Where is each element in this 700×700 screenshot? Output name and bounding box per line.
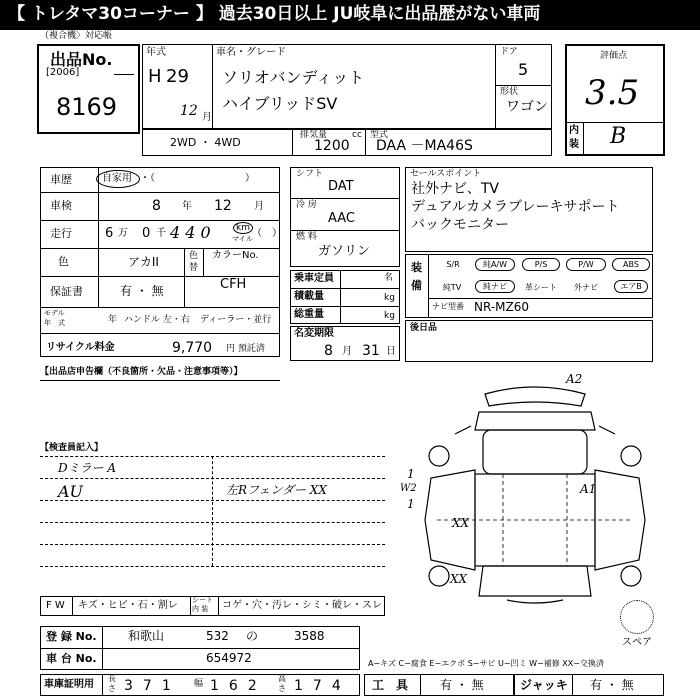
fuel-label: 燃 料 (296, 232, 317, 242)
history-label: 車歴 (50, 173, 72, 186)
inspector-note-1: Dミラー A (58, 461, 117, 475)
registration-region: 和歌山 (128, 629, 165, 643)
fw-label: F W (46, 600, 65, 611)
length-label-2: さ (108, 684, 116, 693)
jack-value: 有 ・ 無 (590, 678, 634, 692)
model-type-label: 型式 (370, 130, 389, 140)
inspection-month-unit: 月 (254, 201, 264, 212)
diagram-mark-side-3: 1 (407, 497, 415, 511)
inspection-label: 車検 (50, 199, 72, 212)
displacement-label: 排気量 (300, 130, 328, 140)
seller-note-label: 【出品店申告欄（不良箇所・欠品・注意事項等）】 (40, 367, 243, 377)
lot-number: 8169 (56, 93, 118, 121)
registration-number: 3588 (294, 629, 325, 643)
deadline-month-unit: 月 (342, 346, 352, 357)
deadline-day: 31 (362, 343, 380, 359)
height-value: 174 (294, 678, 351, 694)
model-year-label-2: 年 式 (44, 319, 65, 327)
year-value: 29 (166, 66, 189, 87)
equip-aftermarket-navi: 外ナビ (574, 283, 598, 292)
gross-label: 総重量 (294, 309, 324, 320)
aircon-value: AAC (328, 211, 355, 226)
spare-label: スペア (622, 637, 652, 648)
diagram-mark-side-1: 1 (407, 467, 415, 481)
equipment-label-1: 装 (411, 261, 422, 274)
mileage-paren: （ ） (252, 228, 282, 239)
diagram-mark-right: A1 (580, 482, 597, 496)
body-shape-value: ワゴン (506, 99, 548, 115)
car-damage-diagram (395, 370, 675, 610)
mileage-man: 6 (105, 226, 114, 241)
model-year-label-1: モデル (44, 309, 65, 317)
sales-point-3: バックモニター (411, 217, 509, 233)
height-label-2: さ (278, 684, 286, 693)
fw-items: キズ・ヒビ・石・割レ (78, 600, 178, 611)
spare-tire-circle (620, 600, 654, 634)
sales-point-1: 社外ナビ、TV (411, 181, 499, 197)
navi-model-value: NR-MZ60 (474, 300, 530, 314)
sales-points-label: セールスポイント (410, 169, 482, 179)
model-label: 車名・グレード (216, 47, 286, 58)
remarks-label: 後日品 (410, 323, 438, 333)
gross-unit: kg (384, 311, 395, 321)
mileage-mile-unit: マイル (232, 235, 253, 243)
equip-power-window: P/W (566, 258, 606, 271)
height-label-1: 高 (278, 674, 286, 683)
length-value: 371 (124, 678, 181, 694)
displacement-value: 1200 (314, 138, 350, 154)
registration-label: 登 録 No. (46, 630, 97, 643)
warranty-label: 保証書 (50, 285, 83, 298)
history-rest: ・（ ） (140, 173, 255, 184)
color-no-label: カラーNo. (212, 250, 259, 261)
fuel-value: ガソリン (318, 244, 371, 259)
tools-value: 有 ・ 無 (440, 678, 484, 692)
history-circled: 自家用 (102, 173, 132, 184)
jack-label: ジャッキ (520, 678, 568, 692)
repaint-label-1: 色 (189, 251, 199, 261)
recycle-value: 9,770 (172, 340, 213, 356)
registration-kana: の (246, 629, 259, 643)
certificate-label: 車庫証明用 (44, 679, 94, 690)
detail-table (40, 167, 280, 357)
inspector-note-3: 左Rフェンダー XX (226, 483, 327, 497)
lot-label: 出品No. (50, 50, 113, 69)
displacement-unit: cc (352, 130, 362, 140)
warranty-value: 有 ・ 無 (120, 284, 164, 298)
mileage-sen: 0 (142, 226, 151, 241)
shift-label: シフト (296, 169, 324, 179)
inspector-note-2: AU (58, 482, 84, 501)
equip-alloy-wheel: 純A/W (475, 258, 515, 271)
top-note: （複合機〉対応帳 (40, 31, 113, 41)
load-label: 積載量 (294, 291, 324, 302)
drive-options: 2WD ・ 4WD (170, 136, 241, 149)
interior-label-top: シート (192, 596, 213, 604)
remarks-box (405, 320, 653, 362)
deadline-month: 8 (324, 343, 333, 359)
equip-navi: 純ナビ (475, 280, 515, 293)
diagram-mark-left-2: XX (450, 572, 468, 586)
equip-power-steering: P/S (522, 258, 560, 271)
grade-value: 3.5 (585, 73, 640, 113)
tools-label: 工 具 (372, 678, 409, 692)
color-label: 色 (58, 255, 69, 268)
model-name-line1: ソリオバンディット (222, 68, 365, 87)
equip-leather-seat: 革シート (525, 283, 557, 292)
model-name-line2: ハイブリッドSV (222, 94, 338, 113)
sales-point-2: デュアルカメラブレーキサポート (411, 199, 620, 215)
mileage-sen-unit: 千 (156, 228, 166, 239)
equipment-label-2: 備 (411, 279, 422, 292)
color-value: アカII (128, 255, 159, 269)
chassis-label: 車 台 No. (46, 652, 97, 665)
lot-year-stamp: [2006] (46, 67, 80, 78)
header-banner-text: 【 トレタマ30コーナー 】 過去30日以上 JU岐阜に出品歴がない車両 (8, 4, 541, 24)
shift-value: DAT (328, 179, 354, 194)
mileage-label: 走行 (50, 227, 72, 240)
deadline-label: 名変期限 (294, 328, 334, 339)
body-shape-label: 形状 (500, 87, 519, 97)
chassis-value: 654972 (206, 651, 252, 665)
dealer-option: ディーラー・並行 (200, 315, 272, 325)
mileage-man-unit: 万 (118, 228, 128, 239)
equip-sunroof: S/R (446, 260, 460, 269)
year-month: 12 (180, 103, 198, 119)
capacity-unit: 名 (384, 273, 394, 283)
length-label-1: 長 (108, 674, 116, 683)
aircon-label: 冷 房 (296, 200, 317, 210)
doors-value: 5 (518, 60, 529, 79)
navi-model-label: ナビ型番 (432, 302, 464, 311)
equip-tv: 純TV (442, 283, 462, 292)
color-no-value: CFH (220, 277, 247, 292)
year-label: 年式 (146, 47, 166, 58)
inspection-month: 12 (214, 198, 232, 214)
capacity-label: 乗車定員 (294, 273, 334, 284)
inspection-year-unit: 年 (182, 201, 192, 212)
handle-option: ハンドル 左・右 (124, 315, 190, 325)
recycle-unit: 円 預託済 (226, 344, 265, 354)
model-type-value: DAA －MA46S (376, 138, 473, 154)
inspection-year: 8 (152, 198, 161, 214)
interior-value: B (610, 124, 627, 149)
interior-items: コゲ・穴・汚レ・シミ・破レ・スレ (222, 600, 382, 611)
diagram-mark-left-1: XX (452, 516, 470, 530)
year-era: H (148, 66, 162, 87)
width-value: 162 (210, 678, 267, 694)
recycle-label: リサイクル料金 (46, 342, 115, 353)
interior-label-bottom: 内 装 (192, 605, 209, 613)
registration-class: 532 (206, 629, 229, 643)
interior-label-1: 内 (569, 125, 579, 136)
mileage-km-unit: km (236, 223, 250, 233)
repaint-label-2: 替 (189, 263, 199, 273)
deadline-day-unit: 日 (386, 346, 396, 357)
damage-code-legend: A−キズ C−腐食 E−エクボ S−サビ U−凹ミ W−補修 XX−交換済 (368, 659, 604, 668)
year-month-unit: 月 (202, 112, 212, 123)
diagram-mark-top: A2 (566, 372, 583, 386)
model-year-unit: 年 (108, 315, 118, 325)
interior-label-2: 装 (569, 139, 579, 150)
grade-label: 評価点 (600, 51, 628, 61)
inspector-label: 【検査員記入】 (40, 443, 104, 453)
equip-abs: ABS (612, 258, 650, 271)
equip-airbag: エアB (614, 280, 648, 293)
diagram-mark-side-2: W2 (400, 483, 417, 494)
width-label: 幅 (194, 679, 204, 689)
load-unit: kg (384, 293, 395, 303)
doors-label: ドア (500, 47, 518, 57)
mileage-hand-digits: 4 4 0 (170, 223, 211, 242)
